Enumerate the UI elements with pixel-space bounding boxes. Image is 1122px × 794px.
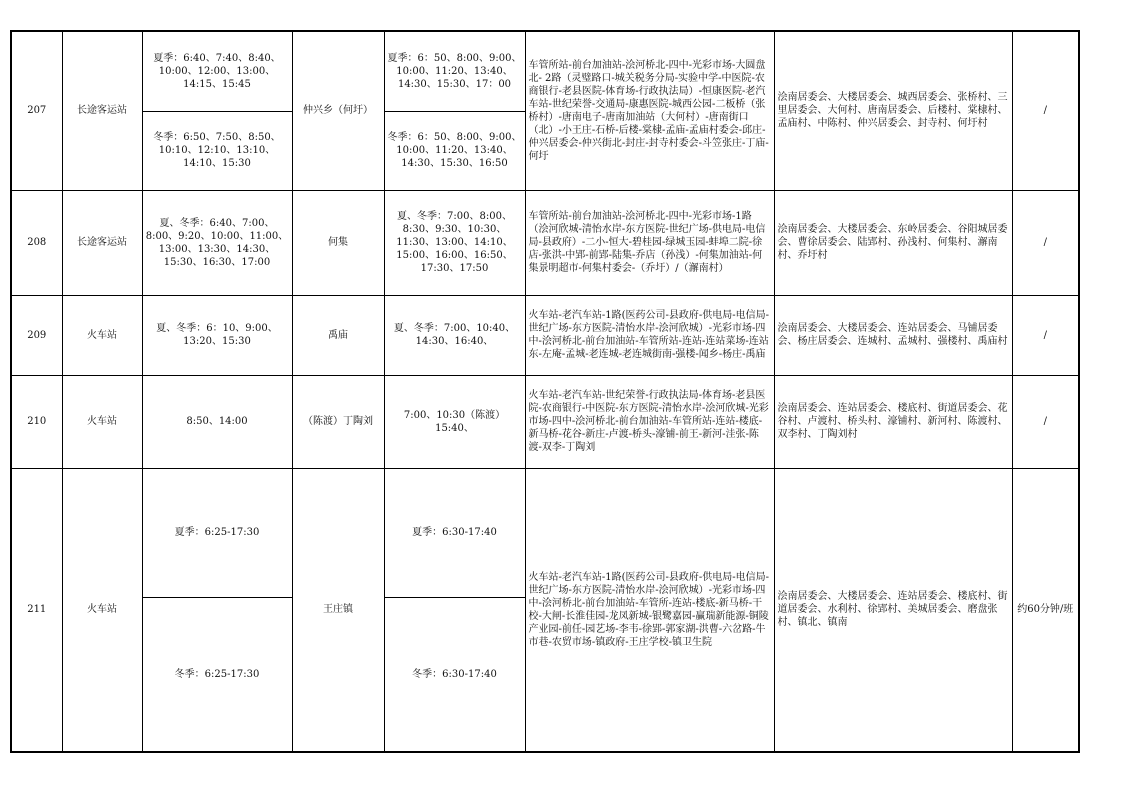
table-row — [11, 190, 1079, 295]
route-number: 209 — [11, 295, 62, 375]
departure-times: 夏、冬季：6：10、9:00、13:20、15:30 — [142, 295, 292, 375]
coverage-villages: 浍南居委会、大楼居委会、东岭居委会、谷阳城居委会、曹徐居委会、陆郢村、孙浅村、何集村、澥南村、乔圩村 — [774, 190, 1012, 295]
departure-times-summer: 夏季：6:40、7:40、8:40、10:00、12:00、13:00、14:15、15:45 — [142, 31, 292, 111]
return-times-winter: 冬季：6:30-17:40 — [384, 597, 525, 752]
route-stops: 车管所站-前台加油站-浍河桥北-四中-光彩市场-大圆盘北- 2路（灵璧路口-城关税务分局-实验中学-中医院-农商银行-老县医院-体育场-行政执法局）-恒康医院-老汽车站-世纪荣誉-交通局-康惠医院-城西公园-二板桥（张桥村）-唐南电子-唐南加油站（大何村）-唐南街口（北）-小王庄-石桥-后楼-棠棣-孟庙-孟庙村委会-邱庄-仲兴居委会-仲兴街北-封庄-封寺村委会-斗笠张庄-丁庙-何圩 — [525, 31, 774, 190]
return-times-winter: 冬季：6：50、8:00、9:00、10:00、11:20、13:40、14:30、15:30、16:50 — [384, 111, 525, 190]
origin-station: 火车站 — [62, 375, 142, 468]
departure-times-winter: 冬季：6:50、7:50、8:50、10:10、12:10、13:10、14:10、15:30 — [142, 111, 292, 190]
departure-times: 8:50、14:00 — [142, 375, 292, 468]
return-times-summer: 夏季：6：50、8:00、9:00、10:00、11:20、13:40、14:30、15:30、17：00 — [384, 31, 525, 111]
table-row — [11, 468, 1079, 597]
return-times: 7:00、10:30（陈渡）15:40、 — [384, 375, 525, 468]
return-times: 夏、冬季：7:00、8:00、8:30、9:30、10:30、11:30、13:00、14:10、15:00、16:00、16:50、17:30、17:50 — [384, 190, 525, 295]
table-row — [11, 295, 1079, 375]
route-number: 208 — [11, 190, 62, 295]
destination: 王庄镇 — [292, 468, 384, 752]
departure-times-summer: 夏季：6:25-17:30 — [142, 468, 292, 597]
route-stops: 车管所站-前台加油站-浍河桥北-四中-光彩市场-1路（浍河欣城-清怡水岸-东方医院-世纪广场-供电局-电信局-县政府）-二小-恒大-碧桂园-绿城玉园-蚌埠二院-徐店-张洪-中郢-前郢-陆集-乔店（孙浅）-何集加油站-何集景明超市-何集村委会-（乔圩）/（澥南村） — [525, 190, 774, 295]
departure-times: 夏、冬季：6:40、7:00、8:00、9:20、10:00、11:00、13:00、13:30、14:30、15:30、16:30、17:00 — [142, 190, 292, 295]
origin-station: 火车站 — [62, 295, 142, 375]
origin-station: 火车站 — [62, 468, 142, 752]
bus-schedule-table — [10, 30, 1080, 753]
interval: / — [1012, 31, 1079, 190]
destination: 何集 — [292, 190, 384, 295]
route-stops: 火车站-老汽车站-1路(医药公司-县政府-供电局-电信局-世纪广场-东方医院-清怡水岸-浍河欣城）-光彩市场-四中-浍河桥北-前台加油站-车管所站-连站-连站菜场-连站东-左庵-孟城-老连城-老连城街南-强楼-闻乡-杨庄-禹庙 — [525, 295, 774, 375]
origin-station: 长途客运站 — [62, 31, 142, 190]
route-number: 211 — [11, 468, 62, 752]
origin-station: 长途客运站 — [62, 190, 142, 295]
coverage-villages: 浍南居委会、连站居委会、楼底村、街道居委会、花谷村、卢渡村、桥头村、濠铺村、新河村、陈渡村、双李村、丁陶刘村 — [774, 375, 1012, 468]
interval: / — [1012, 295, 1079, 375]
destination: 禹庙 — [292, 295, 384, 375]
table-row — [11, 375, 1079, 468]
route-stops: 火车站-老汽车站-世纪荣誉-行政执法局-体育场-老县医院-农商银行-中医院-东方医院-清怡水岸-浍河欣城-光彩市场-四中-浍河桥北-前台加油站-车管所站-连站-楼底-新马桥-花谷-新庄-卢渡-桥头-濠铺-前王-新河-洼张-陈渡-双李-丁陶刘 — [525, 375, 774, 468]
route-number: 210 — [11, 375, 62, 468]
coverage-villages: 浍南居委会、大楼居委会、连站居委会、楼底村、街道居委会、水利村、徐郢村、美城居委会、磨盘张村、镇北、镇南 — [774, 468, 1012, 752]
return-times: 夏、冬季：7:00、10:40、14:30、16:40、 — [384, 295, 525, 375]
destination: （陈渡）丁陶刘 — [292, 375, 384, 468]
table-row — [11, 31, 1079, 111]
route-stops: 火车站-老汽车站-1路(医药公司-县政府-供电局-电信局-世纪广场-东方医院-清怡水岸-浍河欣城）-光彩市场-四中-浍河桥北-前台加油站-车管所-连站-楼底-新马桥-干校-大闸-长淮佳园-龙凤新城-银鹭嘉园-赢瑞新能源-铜陵产业园-前任-园艺场-李韦-徐郢-郭家湖-洪曹-六岔路-牛市巷-农贸市场-镇政府-王庄学校-镇卫生院 — [525, 468, 774, 752]
departure-times-winter: 冬季：6:25-17:30 — [142, 597, 292, 752]
coverage-villages: 浍南居委会、大楼居委会、连站居委会、马铺居委会、杨庄居委会、连城村、孟城村、强楼村、禹庙村 — [774, 295, 1012, 375]
interval: / — [1012, 190, 1079, 295]
interval: / — [1012, 375, 1079, 468]
route-number: 207 — [11, 31, 62, 190]
interval: 约60分钟/班 — [1012, 468, 1079, 752]
return-times-summer: 夏季：6:30-17:40 — [384, 468, 525, 597]
destination: 仲兴乡（何圩） — [292, 31, 384, 190]
coverage-villages: 浍南居委会、大楼居委会、城西居委会、张桥村、三里居委会、大何村、唐南居委会、后楼村、棠棣村、孟庙村、中陈村、仲兴居委会、封寺村、何圩村 — [774, 31, 1012, 190]
